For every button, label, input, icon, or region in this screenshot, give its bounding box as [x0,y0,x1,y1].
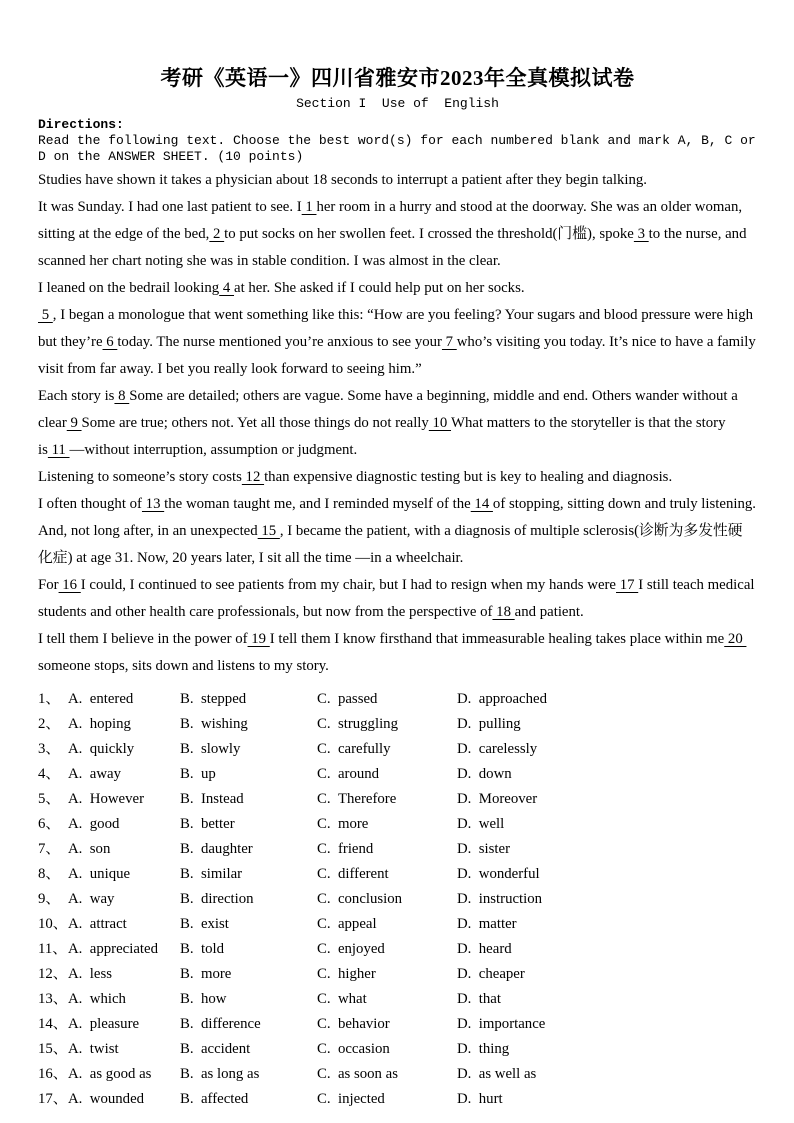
option-row [38,912,757,937]
cloze-blank-14: 14 [470,496,493,512]
option-8-A: A. unique [68,866,131,882]
option-number: 1、 [38,691,61,707]
option-1-B: B. stepped [180,691,247,707]
option-13-B: B. how [180,991,227,1007]
option-17-C: C. injected [317,1091,385,1107]
cloze-blank-4: 4 [219,280,235,296]
passage [38,167,757,680]
cloze-blank-17: 17 [616,577,639,593]
option-15-D: D. thing [457,1041,510,1057]
option-7-B: B. daughter [180,841,253,857]
cloze-blank-5: 5 [38,307,53,323]
cloze-blank-15: 15 [257,523,280,539]
option-6-B: B. better [180,816,235,832]
option-15-A: A. twist [68,1041,119,1057]
option-14-D: D. importance [457,1016,546,1032]
option-10-D: D. matter [457,916,517,932]
option-6-A: A. good [68,816,120,832]
option-8-D: D. wonderful [457,866,540,882]
option-2-D: D. pulling [457,716,521,732]
option-1-C: C. passed [317,691,378,707]
passage-paragraph: Studies have shown it takes a physician about 18 seconds to interrupt a patient after they begin talking. [38,172,647,188]
option-9-A: A. way [68,891,115,907]
option-row [38,787,757,812]
option-7-D: D. sister [457,841,511,857]
option-12-B: B. more [180,966,232,982]
option-13-D: D. that [457,991,501,1007]
option-row [38,987,757,1012]
option-3-C: C. carefully [317,741,391,757]
option-number: 10、 [38,916,68,932]
option-row [38,1037,757,1062]
option-16-B: B. as long as [180,1066,260,1082]
cloze-blank-20: 20 [724,631,747,647]
option-17-B: B. affected [180,1091,249,1107]
option-5-B: B. Instead [180,791,244,807]
option-17-A: A. wounded [68,1091,145,1107]
option-number: 3、 [38,741,61,757]
option-number: 9、 [38,891,61,907]
option-12-C: C. higher [317,966,376,982]
option-1-D: D. approached [457,691,547,707]
option-number: 8、 [38,866,61,882]
option-4-A: A. away [68,766,122,782]
option-9-D: D. instruction [457,891,543,907]
option-11-A: A. appreciated [68,941,158,957]
option-3-B: B. slowly [180,741,241,757]
option-5-C: C. Therefore [317,791,397,807]
option-row [38,687,757,712]
option-number: 11、 [38,941,68,957]
passage-paragraph: It was Sunday. I had one last patient to see. I 1 her room in a hurry and stood at the doorway. She was an older woman, sitting at the edge of the bed, 2 to put socks on her swollen feet. I crossed the threshold(门槛), spoke 3 to the nurse, and scanned her chart noting she was in stable condition. I was almost in the clear. [38,199,747,269]
option-15-B: B. accident [180,1041,251,1057]
option-number: 12、 [38,966,68,982]
cloze-blank-12: 12 [241,469,265,485]
option-15-C: C. occasion [317,1041,390,1057]
option-8-B: B. similar [180,866,243,882]
passage-paragraph: I often thought of 13 the woman taught me, and I reminded myself of the 14 of stopping, sitting down and truly listening. And, not long after, in an unexpected 15 , I became the patient, with a diagnosis of multiple sclerosis(诊断为多发性硬化症) at age 31. Now, 20 years later, I sit all the time —in a wheelchair. [38,496,756,566]
option-number: 4、 [38,766,61,782]
option-9-B: B. direction [180,891,254,907]
option-row [38,962,757,987]
option-12-A: A. less [68,966,112,982]
option-11-B: B. told [180,941,224,957]
option-number: 17、 [38,1091,68,1107]
option-number: 5、 [38,791,61,807]
option-17-D: D. hurt [457,1091,503,1107]
option-1-A: A. entered [68,691,134,707]
option-3-D: D. carelessly [457,741,538,757]
document-title: 考研《英语一》四川省雅安市2023年全真模拟试卷 [160,66,635,90]
option-row [38,937,757,962]
option-9-C: C. conclusion [317,891,403,907]
option-4-B: B. up [180,766,216,782]
option-row [38,762,757,787]
option-number: 13、 [38,991,68,1007]
option-11-D: D. heard [457,941,512,957]
option-number: 16、 [38,1066,68,1082]
cloze-blank-19: 19 [247,631,270,647]
option-2-C: C. struggling [317,716,398,732]
option-row [38,812,757,837]
passage-paragraph: I tell them I believe in the power of 19 I tell them I know firsthand that immeasurable healing takes place within me 20 someone stops, sits down and listens to my story. [38,631,747,674]
option-row [38,737,757,762]
option-10-A: A. attract [68,916,127,932]
option-number: 2、 [38,716,61,732]
cloze-blank-10: 10 [428,415,452,431]
section-heading: Section I Use of English [296,96,499,111]
option-14-C: C. behavior [317,1016,390,1032]
option-16-D: D. as well as [457,1066,537,1082]
passage-paragraph: I leaned on the bedrail looking 4 at her. She asked if I could help put on her socks. [38,280,525,296]
cloze-blank-1: 1 [301,199,317,215]
option-2-A: A. hoping [68,716,131,732]
passage-paragraph: For 16 I could, I continued to see patients from my chair, but I had to resign when my hands were 17 I still teach medical students and other health care professionals, but now from the perspective of 18 and patient. [38,577,755,620]
cloze-blank-11: 11 [47,442,70,458]
option-row [38,1062,757,1087]
cloze-blank-18: 18 [492,604,515,620]
option-14-A: A. pleasure [68,1016,140,1032]
option-6-D: D. well [457,816,505,832]
options-list [38,687,757,1112]
option-8-C: C. different [317,866,389,882]
option-13-C: C. what [317,991,367,1007]
option-number: 15、 [38,1041,68,1057]
option-14-B: B. difference [180,1016,261,1032]
option-number: 14、 [38,1016,68,1032]
option-3-A: A. quickly [68,741,135,757]
cloze-blank-13: 13 [141,496,165,512]
option-13-A: A. which [68,991,126,1007]
option-10-C: C. appeal [317,916,377,932]
option-row [38,837,757,862]
option-number: 7、 [38,841,61,857]
option-row [38,712,757,737]
option-7-A: A. son [68,841,111,857]
option-7-C: C. friend [317,841,374,857]
option-6-C: C. more [317,816,369,832]
option-10-B: B. exist [180,916,229,932]
cloze-blank-8: 8 [114,388,130,404]
cloze-blank-16: 16 [58,577,81,593]
cloze-blank-9: 9 [66,415,82,431]
passage-paragraph: Listening to someone’s story costs 12 than expensive diagnostic testing but is key to healing and diagnosis. [38,469,673,485]
option-4-D: D. down [457,766,512,782]
option-11-C: C. enjoyed [317,941,385,957]
option-4-C: C. around [317,766,380,782]
option-row [38,1087,757,1112]
cloze-blank-3: 3 [633,226,649,242]
option-row [38,887,757,912]
option-row [38,862,757,887]
cloze-blank-6: 6 [102,334,118,350]
passage-paragraph: 5 , I began a monologue that went something like this: “How are you feeling? Your sugars and blood pressure were high but they’re 6 today. The nurse mentioned you’re anxious to see your 7 who’s visiting you today. It’s nice to have a family visit from far away. I bet you really look forward to seeing him.” [38,307,756,377]
option-12-D: D. cheaper [457,966,525,982]
option-16-A: A. as good as [68,1066,152,1082]
option-2-B: B. wishing [180,716,248,732]
cloze-blank-7: 7 [441,334,457,350]
option-5-D: D. Moreover [457,791,538,807]
directions-text: Read the following text. Choose the best word(s) for each numbered blank and mark A, B, C or D on the ANSWER SHEET. (10 points) [38,133,764,164]
option-number: 6、 [38,816,61,832]
option-16-C: C. as soon as [317,1066,398,1082]
option-5-A: A. However [68,791,145,807]
cloze-blank-2: 2 [209,226,225,242]
option-row [38,1012,757,1037]
passage-paragraph: Each story is 8 Some are detailed; others are vague. Some have a beginning, middle and end. Others wander without a clear 9 Some are true; others not. Yet all those things do not really 10 What matters to the storyteller is that the story is 11 —without interruption, assumption or judgment. [38,388,738,458]
directions-label: Directions: [38,117,124,132]
